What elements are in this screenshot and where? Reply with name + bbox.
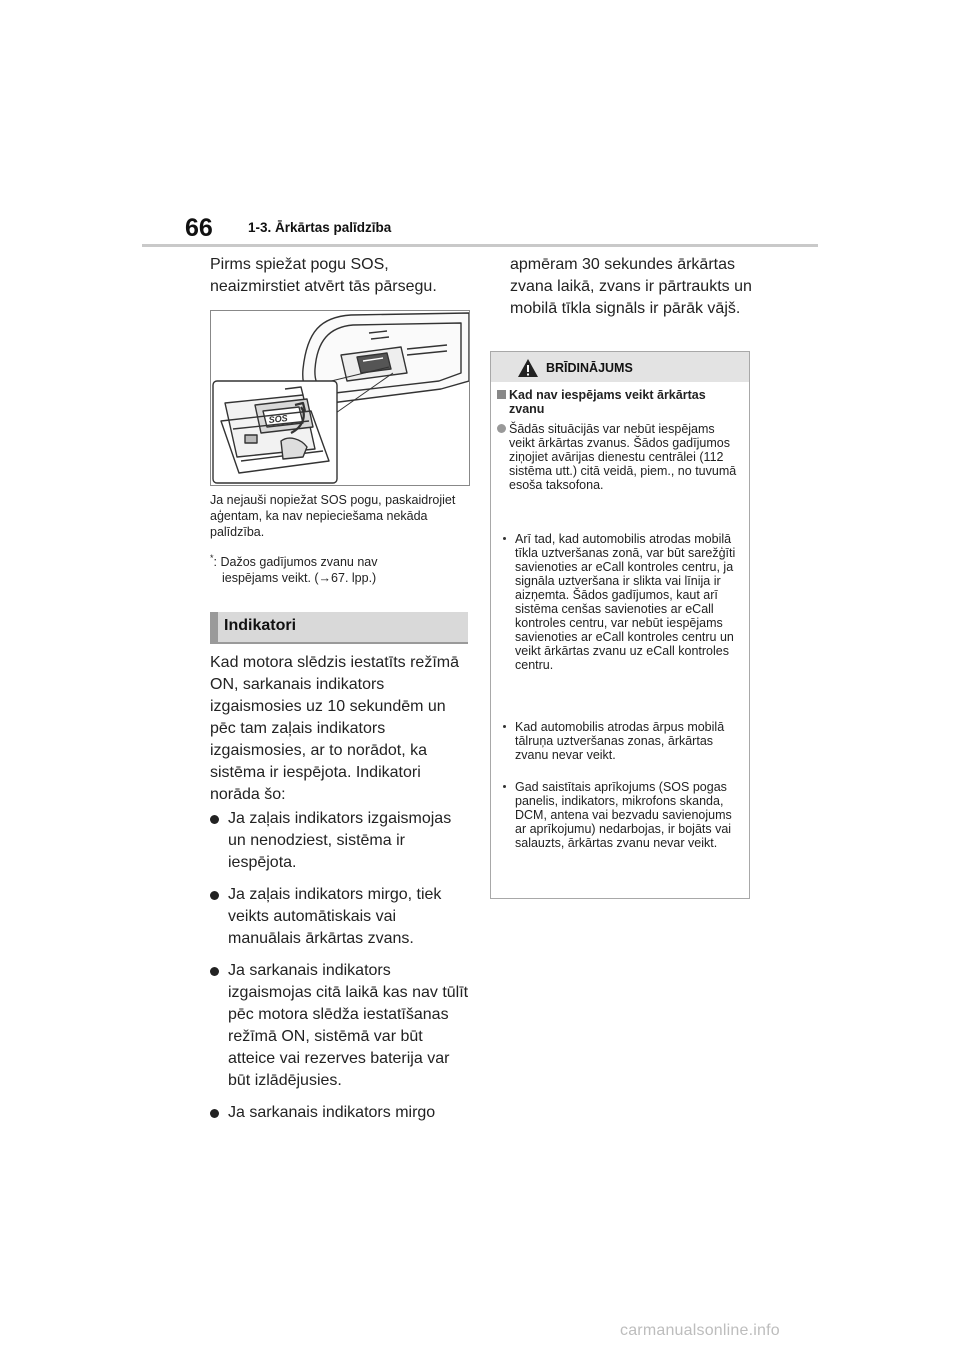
dot-bullet-icon [503, 537, 506, 540]
sos-button-illustration [210, 310, 470, 486]
warning-subheading [497, 388, 741, 416]
list-item [210, 808, 472, 874]
continuation-text: apmēram 30 sekundes ārkārtas zvana laikā, zvans ir pārtraukts un mobilā tīkla signāls ir pārāk vājš. [510, 256, 752, 317]
footnote [210, 550, 468, 586]
square-bullet-icon [497, 390, 506, 399]
warning-item-text: Arī tad, kad automobilis atrodas mobilā tīkla uztveršanas zonā, var būt sarežģīti savienoties ar eCall kontroles centru, ja signāla uztveršana ir slikta vai līnija ir aizņemta. Šādos gadījumos, kaut arī sistēma cenšas savienoties ar eCall kontroles centru, var nebūt iespējams savienoties ar eCall kontroles centru un veikt ārkārtas zvanu uz eCall kontroles centru. [515, 532, 736, 672]
indicators-paragraph: Kad motora slēdzis iestatīts režīmā ON, sarkanais indikators izgaismosies uz 10 sekundēm un pēc tam zaļais indikators izgaismosies, ar to norādot, ka sistēma ir iespējota. Indikatori norāda šo: [210, 654, 459, 803]
bullet-text: Ja zaļais indikators izgaismojas un nenodziest, sistēma ir iespējota. [228, 810, 452, 871]
section-title: 1-3. Ārkārtas palīdzība [248, 220, 392, 235]
sos-illustration-svg [211, 311, 469, 485]
footnote-line-2: iespējams veikt. (→67. lpp.) [222, 571, 377, 586]
bullet-text: Ja zaļais indikators mirgo, tiek veikts automātiskais vai manuālais ārkārtas zvans. [228, 886, 442, 947]
header-rule [142, 244, 818, 247]
warning-item [497, 532, 741, 672]
intro-text: Pirms spiežat pogu SOS, neaizmirstiet atvērt tās pārsegu. [210, 256, 437, 295]
bullet-dot-icon [210, 891, 219, 900]
footnote-mark: * [210, 553, 214, 563]
bullet-dot-icon [210, 1109, 219, 1118]
watermark: carmanualsonline.info [620, 1322, 780, 1339]
indicator-bullet-list [210, 808, 472, 1134]
warning-item-text: Gad saistītais aprīkojums (SOS pogas panelis, indikators, mikrofons skanda, DCM, antena vai bezvadu savienojums ar aprīkojumu) nedarbojas, ir bojāts vai salauzts, ārkārtas zvanu nevar veikt. [515, 780, 732, 850]
list-item [210, 1102, 472, 1124]
circle-bullet-icon [497, 424, 506, 433]
figure-caption: Ja nejauši nopiežat SOS pogu, paskaidrojiet aģentam, ka nav nepieciešama nekāda palīdzība. [210, 493, 456, 539]
bullet-dot-icon [210, 967, 219, 976]
list-item [210, 960, 472, 1092]
warning-subheading-text: Kad nav iespējams veikt ārkārtas zvanu [509, 388, 706, 416]
list-item [210, 884, 472, 950]
heading-bar [210, 612, 218, 644]
bullet-text: Ja sarkanais indikators mirgo [228, 1104, 436, 1121]
warning-triangle-icon [517, 358, 539, 378]
bullet-dot-icon [210, 815, 219, 824]
warning-item-text: Kad automobilis atrodas ārpus mobilā tālruņa uztveršanas zonas, ārkārtas zvanu nevar veikt. [515, 720, 725, 762]
sos-button-label: SOS [268, 413, 289, 425]
indicators-heading-label: Indikatori [224, 617, 297, 634]
warning-item [497, 780, 741, 850]
footnote-line-1: : Dažos gadījumos zvanu nav [213, 555, 378, 570]
dot-bullet-icon [503, 725, 506, 728]
warning-title: BRĪDINĀJUMS [546, 361, 633, 375]
warning-box [490, 351, 750, 899]
warning-circle-item [497, 422, 741, 492]
bullet-text: Ja sarkanais indikators izgaismojas citā laikā kas nav tūlīt pēc motora slēdža iestatīšanas režīmā ON, sistēmā var būt atteice vai rezerves baterija var būt izlādējusies. [228, 962, 469, 1089]
page-number: 66 [185, 214, 213, 242]
indicators-heading [210, 612, 468, 644]
dot-bullet-icon [503, 785, 506, 788]
warning-item [497, 720, 741, 762]
warning-circle-text: Šādās situācijās var nebūt iespējams veikt ārkārtas zvanus. Šādos gadījumos ziņojiet avārijas dienestu centrālei (112 sistēma utt.) citā veidā, piem., no tuvumā esoša taksofona. [509, 422, 737, 492]
